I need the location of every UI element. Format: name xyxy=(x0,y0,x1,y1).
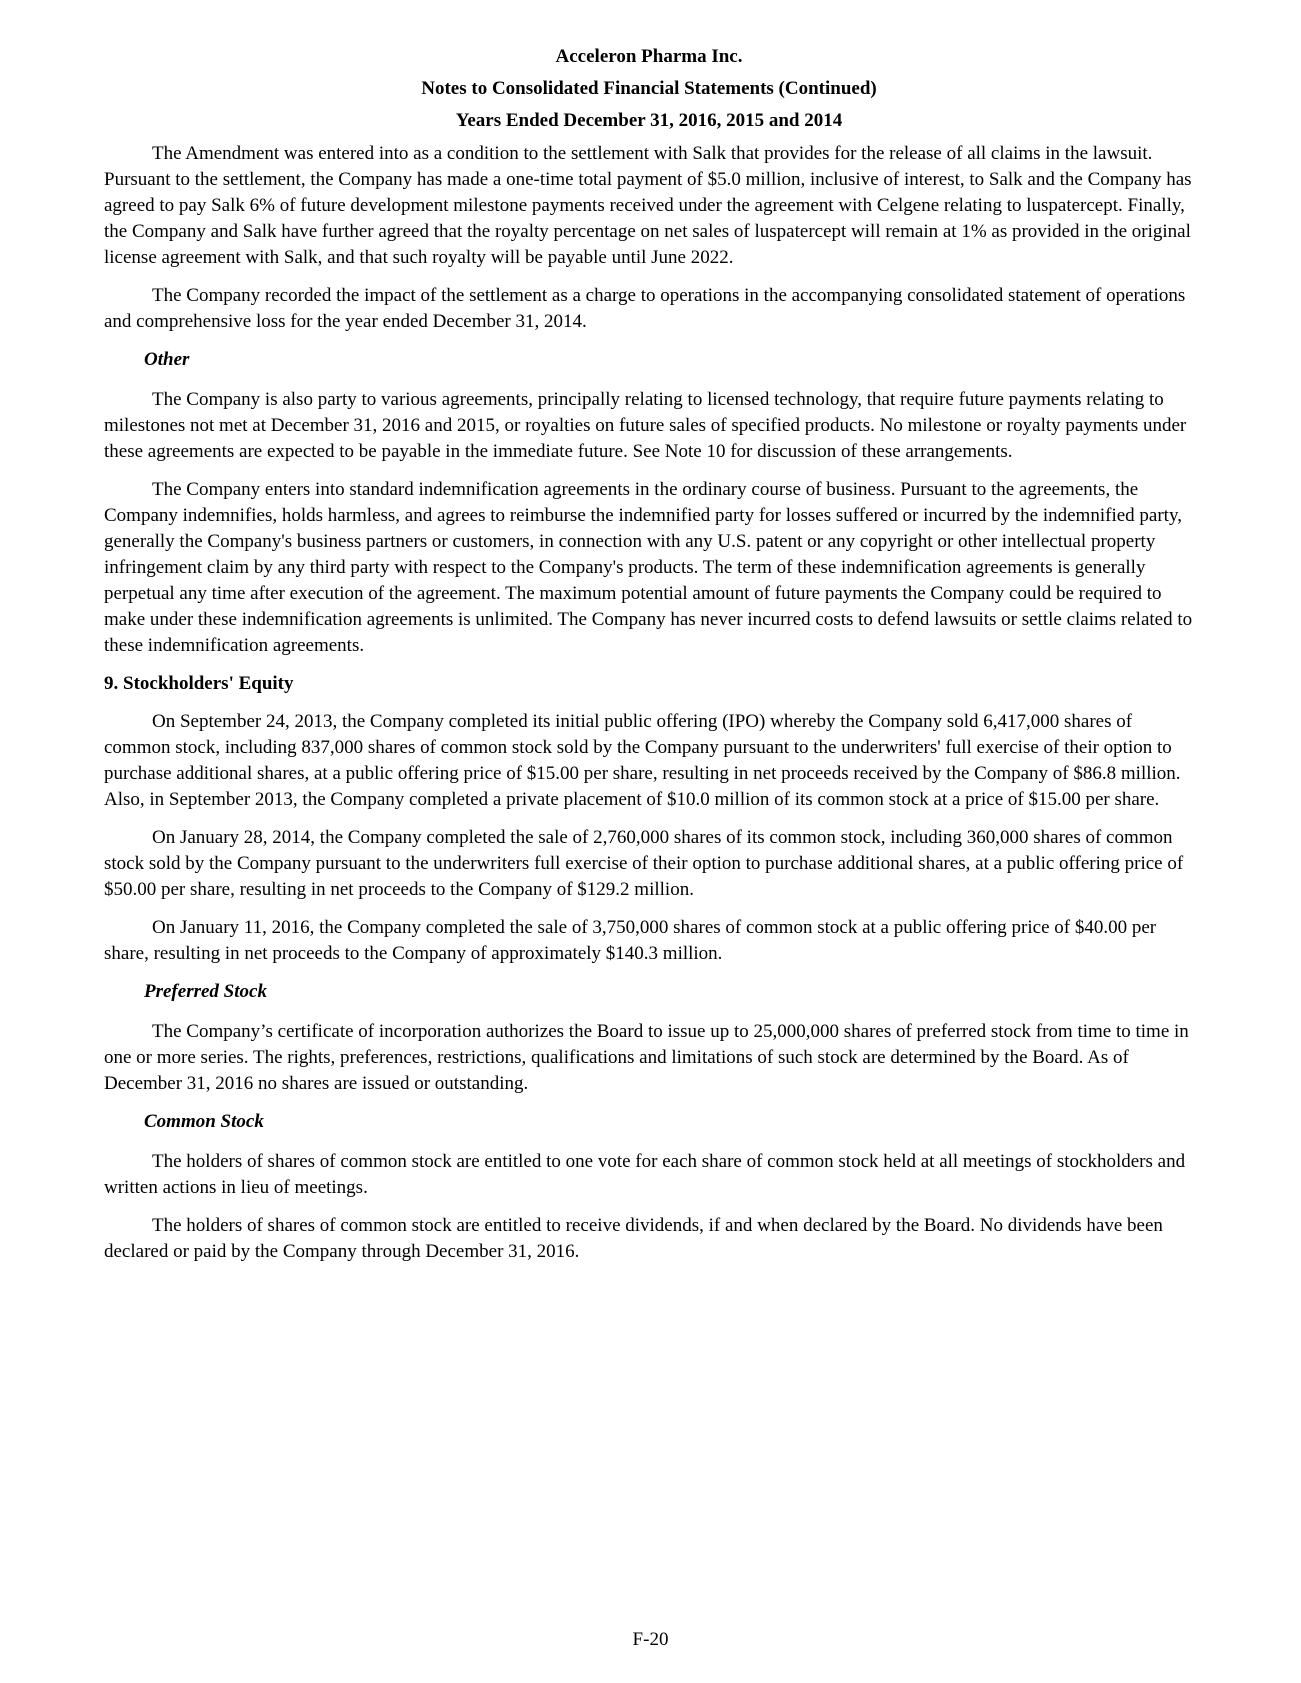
paragraph-indemnification: The Company enters into standard indemnification agreements in the ordinary course of business. Pursuant to the agreements, the Company indemnifies, holds harmless, and agrees to reimburse the indemnified party for losses suffered or incurred by the indemnified party, generally the Company's business partners or customers, in connection with any U.S. patent or any copyright or other intellectual property infringement claim by any third party with respect to the Company's products. The term of these indemnification agreements is generally perpetual any time after execution of the agreement. The maximum potential amount of future payments the Company could be required to make under these indemnification agreements is unlimited. The Company has never incurred costs to defend lawsuits or settle claims related to these indemnification agreements. xyxy=(104,479,1193,656)
page-number: F-20 xyxy=(632,1629,669,1650)
period-heading: Years Ended December 31, 2016, 2015 and 2014 xyxy=(455,110,843,131)
document-page xyxy=(104,46,1194,1277)
statement-title: Notes to Consolidated Financial Statements (Continued) xyxy=(421,78,877,99)
paragraph-2014-offering: On January 28, 2014, the Company completed the sale of 2,760,000 shares of its common stock, including 360,000 shares of common stock sold by the Company pursuant to the underwriters full exercise of their option to purchase additional shares, at a public offering price of $50.00 per share, resulting in net proceeds to the Company of $129.2 million. xyxy=(104,827,1184,900)
paragraph-2016-offering: On January 11, 2016, the Company completed the sale of 3,750,000 shares of common stock at a public offering price of $40.00 per share, resulting in net proceeds to the Company of approximately $140.3 million. xyxy=(104,917,1157,964)
paragraph-amendment-settlement: The Amendment was entered into as a condition to the settlement with Salk that provides for the release of all claims in the lawsuit. Pursuant to the settlement, the Company has made a one-time total payment of $5.0 million, inclusive of interest, to Salk and the Company has agreed to pay Salk 6% of future development milestone payments received under the agreement with Celgene relating to luspatercept. Finally, the Company and Salk have further agreed that the royalty percentage on net sales of luspatercept will remain at 1% as provided in the original license agreement with Salk, and that such royalty will be payable until June 2022. xyxy=(104,143,1192,268)
subheading-other: Other xyxy=(144,349,190,370)
subheading-common-stock: Common Stock xyxy=(144,1111,264,1132)
subheading-preferred-stock: Preferred Stock xyxy=(144,981,267,1002)
paragraph-ipo: On September 24, 2013, the Company completed its initial public offering (IPO) whereby the Company sold 6,417,000 shares of common stock, including 837,000 shares of common stock sold by the Company pursuant to the underwriters' full exercise of their option to purchase additional shares, at a public offering price of $15.00 per share, resulting in net proceeds received by the Company of $86.8 million. Also, in September 2013, the Company completed a private placement of $10.0 million of its common stock at a price of $15.00 per share. xyxy=(104,711,1181,810)
company-name: Acceleron Pharma Inc. xyxy=(555,46,743,67)
paragraph-dividends: The holders of shares of common stock are entitled to receive dividends, if and when declared by the Board. No dividends have been declared or paid by the Company through December 31, 2016. xyxy=(104,1215,1163,1262)
paragraph-settlement-charge: The Company recorded the impact of the settlement as a charge to operations in the accompanying consolidated statement of operations and comprehensive loss for the year ended December 31, 2014. xyxy=(104,285,1186,332)
section-heading-stockholders-equity: 9. Stockholders' Equity xyxy=(104,673,294,694)
paragraph-preferred-stock: The Company’s certificate of incorporation authorizes the Board to issue up to 25,000,000 shares of preferred stock from time to time in one or more series. The rights, preferences, restrictions, qualifications and limitations of such stock are determined by the Board. As of December 31, 2016 no shares are issued or outstanding. xyxy=(104,1021,1189,1094)
paragraph-voting-rights: The holders of shares of common stock are entitled to one vote for each share of common stock held at all meetings of stockholders and written actions in lieu of meetings. xyxy=(104,1151,1186,1198)
paragraph-other-agreements: The Company is also party to various agreements, principally relating to licensed technology, that require future payments relating to milestones not met at December 31, 2016 and 2015, or royalties on future sales of specified products. No milestone or royalty payments under these agreements are expected to be payable in the immediate future. See Note 10 for discussion of these arrangements. xyxy=(104,389,1187,462)
